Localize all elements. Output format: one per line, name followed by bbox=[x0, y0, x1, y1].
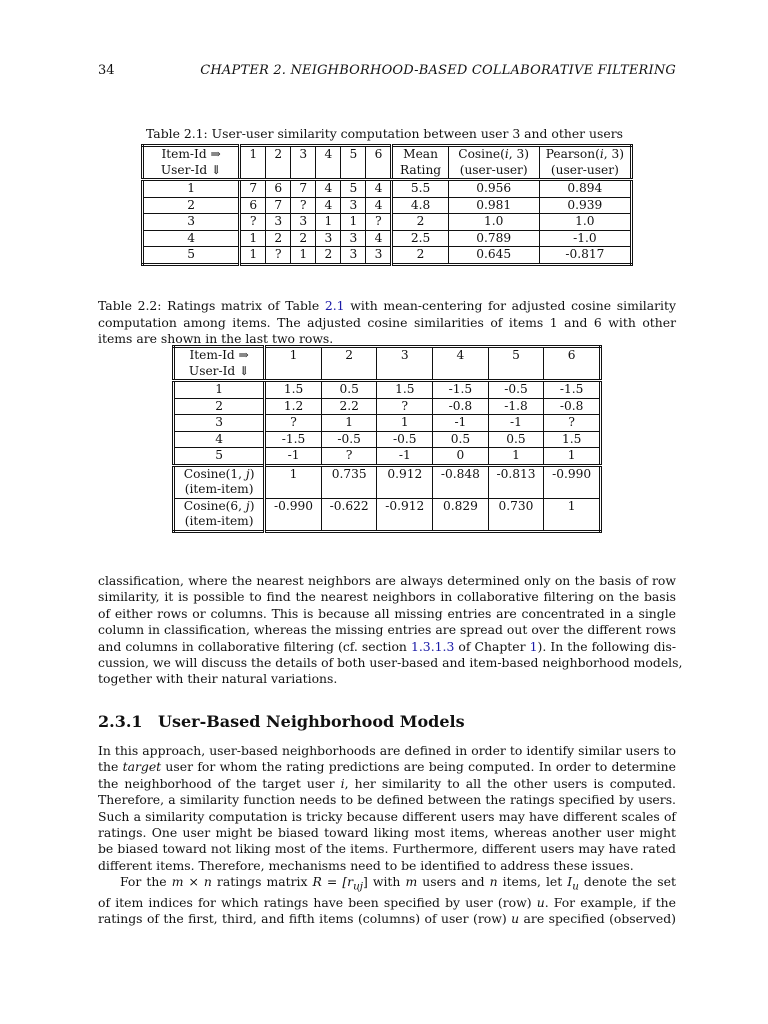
table-row bbox=[143, 214, 632, 231]
header-cell: 2 bbox=[266, 146, 291, 163]
cell: 0.939 bbox=[539, 197, 631, 214]
cell: 3 bbox=[266, 214, 291, 231]
header-cell: 5 bbox=[341, 146, 366, 163]
cell: (item-item) bbox=[184, 482, 254, 496]
cell: 1 bbox=[291, 247, 316, 265]
cell: 4 bbox=[366, 230, 392, 247]
header-cell: 2 bbox=[321, 347, 377, 364]
cell: 1.5 bbox=[544, 431, 601, 448]
cell: 1.2 bbox=[265, 398, 322, 415]
cell: 1 bbox=[544, 448, 601, 466]
header-cell: 5 bbox=[488, 347, 544, 364]
cell: 2 bbox=[143, 197, 240, 214]
header-cell: Cosine(i, 3) bbox=[448, 146, 539, 163]
cell: -1.5 bbox=[544, 381, 601, 399]
cell: 5 bbox=[341, 180, 366, 198]
header-cell: 4 bbox=[316, 146, 341, 163]
cell: 2 bbox=[316, 247, 341, 265]
header-cell: 6 bbox=[366, 146, 392, 163]
table-ref-link[interactable]: 2.1 bbox=[324, 298, 345, 313]
cell: -1 bbox=[433, 415, 489, 432]
cell: 4.8 bbox=[392, 197, 448, 214]
cell: -0.622 bbox=[321, 498, 377, 514]
cell: 0.5 bbox=[488, 431, 544, 448]
cell: 5 bbox=[143, 247, 240, 265]
user-user-similarity-table bbox=[141, 144, 633, 266]
cell: 3 bbox=[174, 415, 265, 432]
cell: 2 bbox=[266, 230, 291, 247]
cell: 3 bbox=[316, 230, 341, 247]
cell: -1.8 bbox=[488, 398, 544, 415]
cosine-row-item1-sub bbox=[174, 482, 601, 498]
table1-caption: Table 2.1: User-user similarity computation between user 3 and other users bbox=[146, 126, 623, 141]
cell: 5 bbox=[174, 448, 265, 466]
cell: 4 bbox=[174, 431, 265, 448]
cell: 2 bbox=[291, 230, 316, 247]
cell: 1.0 bbox=[448, 214, 539, 231]
cell: -1 bbox=[265, 448, 322, 466]
cell: ? bbox=[377, 398, 433, 415]
cell: -0.5 bbox=[488, 381, 544, 399]
table-header-row bbox=[174, 347, 601, 364]
header-cell: (user-user) bbox=[448, 163, 539, 180]
cell: -0.813 bbox=[488, 465, 544, 482]
cell: -0.990 bbox=[544, 465, 601, 482]
cell: Cosine(1, j) bbox=[174, 465, 265, 482]
cell: 4 bbox=[316, 197, 341, 214]
header-cell: Pearson(i, 3) bbox=[539, 146, 631, 163]
cell: -0.817 bbox=[539, 247, 631, 265]
header-cell: 6 bbox=[544, 347, 601, 364]
cell: 1.5 bbox=[265, 381, 322, 399]
cell: 7 bbox=[266, 197, 291, 214]
cell: 1 bbox=[215, 382, 223, 396]
page-header bbox=[98, 63, 676, 81]
cell: 0.5 bbox=[321, 381, 377, 399]
cell: 1 bbox=[240, 247, 266, 265]
cell: 5.5 bbox=[392, 180, 448, 198]
cell: 1 bbox=[544, 498, 601, 514]
cell: 1 bbox=[265, 465, 322, 482]
cell: 4 bbox=[366, 197, 392, 214]
cell: 0.735 bbox=[321, 465, 377, 482]
cell: 1 bbox=[316, 214, 341, 231]
cell: -0.990 bbox=[265, 498, 322, 514]
cell: 3 bbox=[291, 214, 316, 231]
cell: 1 bbox=[488, 448, 544, 466]
header-cell: User-Id ⇓ bbox=[143, 163, 240, 180]
cell: 6 bbox=[240, 197, 266, 214]
cell: 0.5 bbox=[433, 431, 489, 448]
chapter-ref-link[interactable]: 1 bbox=[529, 638, 538, 654]
cell: ? bbox=[240, 214, 266, 231]
table-row bbox=[143, 197, 632, 214]
header-cell: Rating bbox=[392, 163, 448, 180]
cell: 1 bbox=[377, 415, 433, 432]
header-cell: 1 bbox=[265, 347, 322, 364]
cell: -0.912 bbox=[377, 498, 433, 514]
cell: 0.912 bbox=[377, 465, 433, 482]
header-cell: (user-user) bbox=[539, 163, 631, 180]
ratings-matrix-table bbox=[172, 345, 602, 533]
cell: 1 bbox=[341, 214, 366, 231]
header-cell: Item-Id ⇒ bbox=[161, 147, 221, 161]
cell: Cosine(6, j) bbox=[174, 498, 265, 514]
cell: 4 bbox=[366, 180, 392, 198]
cosine-row-item1 bbox=[174, 465, 601, 482]
cosine-row-item6-sub bbox=[174, 514, 601, 531]
table-row bbox=[174, 448, 601, 466]
paragraph-3: For the m × n ratings matrix $R = [r_{uj}]$ with m users and n items, let $I_u$ denote the set of item indices for which ratings have been specified by user (row) u. For example, if the ratings of the first, third, and fifth items (columns) of user (row) u are specified (observed) bbox=[98, 874, 677, 927]
cell: -0.5 bbox=[321, 431, 377, 448]
cell: 4 bbox=[316, 180, 341, 198]
header-cell: 1 bbox=[240, 146, 266, 163]
table2-caption: Table 2.2: Ratings matrix of Table 2.1 with mean-centering for adjusted cosine similarity computation among items. The adjusted cosine similarities of items 1 and 6 with other items are shown in the last two rows. bbox=[98, 298, 676, 346]
section-heading bbox=[98, 712, 465, 731]
header-cell: 3 bbox=[291, 146, 316, 163]
cell: -0.8 bbox=[433, 398, 489, 415]
cell: 1 bbox=[187, 181, 195, 195]
cell: 3 bbox=[143, 214, 240, 231]
header-cell: Mean bbox=[392, 146, 448, 163]
table-row bbox=[174, 398, 601, 415]
section-ref-link[interactable]: 1.3.1.3 bbox=[410, 638, 455, 654]
cell: (item-item) bbox=[184, 514, 254, 528]
cell: 1.0 bbox=[539, 214, 631, 231]
cell: ? bbox=[366, 214, 392, 231]
cell: ? bbox=[544, 415, 601, 432]
running-head: CHAPTER 2. NEIGHBORHOOD-BASED COLLABORATIVE FILTERING bbox=[200, 63, 676, 78]
cell: 0.981 bbox=[448, 197, 539, 214]
header-cell: Item-Id ⇒ bbox=[189, 348, 249, 362]
paragraph-2: In this approach, user-based neighborhoods are defined in order to identify similar users to the target user for whom the rating predictions are being computed. In order to determine the neighborhood of the target user i, her similarity to all the other users is computed. Therefore, a similarity function needs to be defined between the ratings specified by users. Such a similarity computation is tricky because different users may have different scales of ratings. One user might be biased toward liking most items, whereas another user might be biased toward not liking most of the items. Furthermore, different users may have rated different items. Therefore, mechanisms need to be identified to address these issues. bbox=[98, 743, 676, 873]
cell: -0.8 bbox=[544, 398, 601, 415]
table-row bbox=[174, 415, 601, 432]
header-cell: 4 bbox=[433, 347, 489, 364]
cell: -0.5 bbox=[377, 431, 433, 448]
cell: 0.789 bbox=[448, 230, 539, 247]
cell: ? bbox=[265, 415, 322, 432]
header-cell: User-Id ⇓ bbox=[174, 364, 265, 381]
cell: ? bbox=[266, 247, 291, 265]
cell: -1 bbox=[377, 448, 433, 466]
header-cell: 3 bbox=[377, 347, 433, 364]
cell: 0.730 bbox=[488, 498, 544, 514]
section-title: User-Based Neighborhood Models bbox=[158, 712, 465, 731]
cell: 0.956 bbox=[448, 180, 539, 198]
cell: 1 bbox=[240, 230, 266, 247]
cell: 2.2 bbox=[321, 398, 377, 415]
cell: 3 bbox=[366, 247, 392, 265]
cell: 0.829 bbox=[433, 498, 489, 514]
cosine-row-item6 bbox=[174, 498, 601, 514]
table-row bbox=[174, 431, 601, 448]
table-header-row bbox=[174, 364, 601, 381]
cell: -1 bbox=[488, 415, 544, 432]
table-header-row bbox=[143, 163, 632, 180]
table-row bbox=[143, 180, 632, 198]
paragraph-1: classification, where the nearest neighbors are always determined only on the basis of row similarity, it is possible to find the nearest neighbors in collaborative filtering on the basis of either rows or columns. This is because all missing entries are concentrated in a single column in classification, whereas the missing entries are spread out over the different rows and columns in collaborative filtering (cf. section 1.3.1.3 of Chapter 1). In the following dis- cussion, we will discuss the details of both user-based and item-based neighborhood models, together with their natural variations. bbox=[98, 573, 683, 687]
table-row bbox=[143, 247, 632, 265]
cell: 2.5 bbox=[392, 230, 448, 247]
cell: 3 bbox=[341, 197, 366, 214]
cell: -1.5 bbox=[433, 381, 489, 399]
cell: -0.848 bbox=[433, 465, 489, 482]
cell: 1.5 bbox=[377, 381, 433, 399]
cell: 1 bbox=[321, 415, 377, 432]
cell: 3 bbox=[341, 247, 366, 265]
table-row bbox=[143, 230, 632, 247]
table-row bbox=[174, 381, 601, 399]
cell: -1.0 bbox=[539, 230, 631, 247]
cell: 7 bbox=[291, 180, 316, 198]
cell: ? bbox=[291, 197, 316, 214]
cell: 2 bbox=[392, 214, 448, 231]
cell: 4 bbox=[143, 230, 240, 247]
cell: 0.645 bbox=[448, 247, 539, 265]
cell: 2 bbox=[174, 398, 265, 415]
cell: 0 bbox=[433, 448, 489, 466]
cell: 0.894 bbox=[539, 180, 631, 198]
cell: -1.5 bbox=[265, 431, 322, 448]
cell: 7 bbox=[240, 180, 266, 198]
cell: ? bbox=[321, 448, 377, 466]
cell: 3 bbox=[341, 230, 366, 247]
cell: 2 bbox=[392, 247, 448, 265]
table-header-row bbox=[143, 146, 632, 163]
section-number: 2.3.1 bbox=[98, 712, 143, 731]
cell: 6 bbox=[266, 180, 291, 198]
page-number: 34 bbox=[98, 63, 115, 78]
